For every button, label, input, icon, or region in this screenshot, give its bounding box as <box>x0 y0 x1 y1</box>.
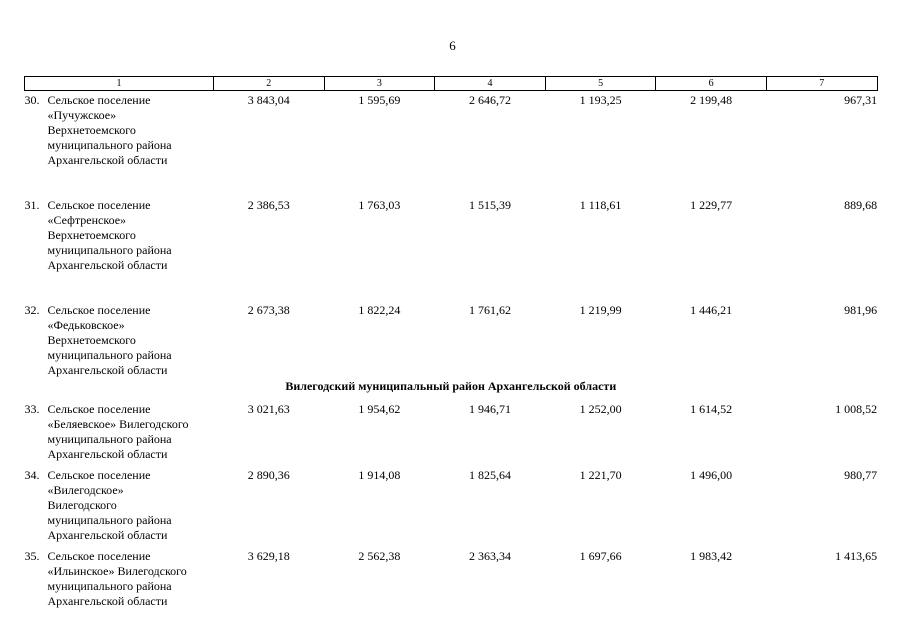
value-cell-col-3: 1 763,03 <box>358 198 401 212</box>
settlement-cell <box>25 468 214 549</box>
settlement-name-line: «Вилегодское» <box>47 483 124 497</box>
row-number: 32. <box>24 303 40 317</box>
settlement-name-line: Сельское поселение <box>47 549 151 563</box>
column-header: 1 <box>25 77 214 91</box>
settlement-name-line: Сельское поселение <box>47 468 151 482</box>
value-cell-col-4: 2 363,34 <box>468 549 511 563</box>
value-cell-col-6: 1 614,52 <box>690 402 733 416</box>
value-cell-col-3: 1 914,08 <box>358 468 401 482</box>
value-cell-col-2: 3 021,63 <box>247 402 290 416</box>
value-cell-col-4: 1 825,64 <box>468 468 511 482</box>
settlement-name-line: «Беляевское» Вилегодского <box>47 417 189 431</box>
column-header: 4 <box>435 77 546 91</box>
data-table <box>24 76 878 609</box>
row-number: 33. <box>24 402 40 416</box>
column-header: 7 <box>766 77 877 91</box>
value-cell-col-3: 1 595,69 <box>358 93 401 107</box>
value-cell-col-6: 1 983,42 <box>690 549 733 563</box>
settlement-name-line: «Ильинское» Вилегодского <box>47 564 187 578</box>
value-cell-col-2: 2 890,36 <box>247 468 290 482</box>
settlement-name-line: «Федьковское» <box>47 318 125 332</box>
settlement-name-line: Архангельской области <box>47 258 168 272</box>
value-cell-col-4: 1 946,71 <box>468 402 511 416</box>
settlement-name-line: Верхнетоемского <box>47 228 136 242</box>
settlement-name-line: Архангельской области <box>47 153 168 167</box>
settlement-name <box>48 468 214 543</box>
table-row <box>25 303 878 378</box>
settlement-name <box>48 303 214 378</box>
settlement-name <box>48 93 214 168</box>
header-row <box>25 77 878 91</box>
settlement-name-line: муниципального района <box>47 513 172 527</box>
value-cell-col-7: 1 008,52 <box>835 402 878 416</box>
settlement-name-line: «Сефтренское» <box>47 213 127 227</box>
settlement-name-line: муниципального района <box>47 243 172 257</box>
value-cell-col-2: 2 673,38 <box>247 303 290 317</box>
settlement-name-line: Вилегодского <box>47 498 117 512</box>
settlement-name-line: Архангельской области <box>47 363 168 377</box>
settlement-cell <box>25 303 214 378</box>
column-header: 3 <box>324 77 435 91</box>
value-cell-col-4: 2 646,72 <box>468 93 511 107</box>
settlement-name-line: Сельское поселение <box>47 93 151 107</box>
row-number: 30. <box>24 93 40 107</box>
settlement-name-line: Сельское поселение <box>47 303 151 317</box>
value-cell-col-6: 1 446,21 <box>690 303 733 317</box>
row-number: 35. <box>24 549 40 563</box>
settlement-name-line: Верхнетоемского <box>47 123 136 137</box>
value-cell-col-2: 2 386,53 <box>247 198 290 212</box>
value-cell-col-5: 1 252,00 <box>579 402 622 416</box>
table-row <box>25 402 878 468</box>
table-row <box>25 549 878 609</box>
value-cell-col-3: 1 954,62 <box>358 402 401 416</box>
section-title: Вилегодский муниципальный район Архангельской области <box>285 379 617 393</box>
value-cell-col-3: 1 822,24 <box>358 303 401 317</box>
value-cell-col-4: 1 515,39 <box>468 198 511 212</box>
settlement-name-line: муниципального района <box>47 348 172 362</box>
value-cell-col-7: 889,68 <box>844 198 878 212</box>
value-cell-col-6: 1 496,00 <box>690 468 733 482</box>
settlement-name-line: муниципального района <box>47 138 172 152</box>
table-row <box>25 198 878 303</box>
settlement-cell <box>25 198 214 303</box>
settlement-name <box>48 402 214 462</box>
value-cell-col-3: 2 562,38 <box>358 549 401 563</box>
value-cell-col-2: 3 629,18 <box>247 549 290 563</box>
settlement-name <box>48 549 214 609</box>
table-row <box>25 91 878 199</box>
column-header: 6 <box>656 77 767 91</box>
value-cell-col-4: 1 761,62 <box>468 303 511 317</box>
settlement-cell <box>25 402 214 468</box>
settlement-name-line: муниципального района <box>47 579 172 593</box>
value-cell-col-5: 1 118,61 <box>579 198 622 212</box>
settlement-name-line: Архангельской области <box>47 594 168 608</box>
settlement-name-line: Верхнетоемского <box>47 333 136 347</box>
page-number: 6 <box>449 38 456 53</box>
settlement-name-line: Сельское поселение <box>47 402 151 416</box>
settlement-name-line: Сельское поселение <box>47 198 151 212</box>
value-cell-col-2: 3 843,04 <box>247 93 290 107</box>
value-cell-col-5: 1 221,70 <box>579 468 622 482</box>
value-cell-col-5: 1 219,99 <box>579 303 622 317</box>
value-cell-col-6: 2 199,48 <box>690 93 733 107</box>
column-header: 2 <box>214 77 325 91</box>
settlement-name-line: Архангельской области <box>47 528 168 542</box>
settlement-name-line: Архангельской области <box>47 447 168 461</box>
column-header: 5 <box>545 77 656 91</box>
value-cell-col-5: 1 193,25 <box>579 93 622 107</box>
value-cell-col-5: 1 697,66 <box>579 549 622 563</box>
settlement-name-line: «Пучужское» <box>47 108 117 122</box>
settlement-cell <box>25 91 214 199</box>
row-number: 31. <box>24 198 40 212</box>
value-cell-col-7: 1 413,65 <box>835 549 878 563</box>
value-cell-col-7: 981,96 <box>844 303 878 317</box>
row-number: 34. <box>24 468 40 482</box>
settlement-cell <box>25 549 214 609</box>
value-cell-col-7: 980,77 <box>844 468 878 482</box>
value-cell-col-6: 1 229,77 <box>690 198 733 212</box>
settlement-name <box>48 198 214 273</box>
settlement-name-line: муниципального района <box>47 432 172 446</box>
value-cell-col-7: 967,31 <box>844 93 878 107</box>
table-row <box>25 468 878 549</box>
section-header-row <box>25 378 878 402</box>
